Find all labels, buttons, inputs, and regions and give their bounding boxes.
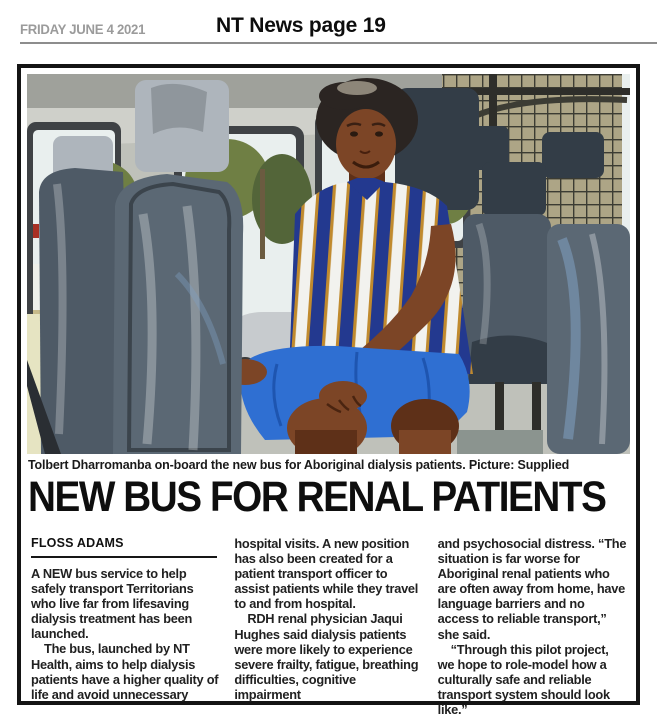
article-clipping bbox=[17, 64, 640, 718]
article-body bbox=[31, 536, 628, 717]
eye bbox=[375, 131, 383, 136]
article-paragraph: hospital visits. A new position has also been created for a patient transport officer to assist patients while they travel to and from hospital. bbox=[234, 536, 419, 612]
headrest bbox=[482, 162, 546, 216]
headrest bbox=[542, 132, 604, 178]
headrest-plastic-fold bbox=[151, 84, 207, 134]
article-paragraph: A NEW bus service to help safely transport Territorians who live far from lifesaving dialysis treatment has been launched. bbox=[31, 566, 194, 642]
far-right-seat bbox=[547, 224, 630, 454]
byline: FLOSS ADAMS bbox=[31, 536, 217, 558]
article-photo bbox=[27, 74, 630, 454]
lower-leg bbox=[399, 430, 451, 454]
photo-caption: Tolbert Dharromanba on-board the new bus for Aboriginal dialysis patients. Picture: Supplied bbox=[28, 458, 570, 472]
masthead-rule bbox=[20, 42, 657, 44]
article-column-2 bbox=[234, 536, 424, 717]
article-paragraph: “Through this pilot project, we hope to role-model how a culturally safe and reliable transport system should look like.” bbox=[437, 641, 610, 718]
bus-interior-illustration bbox=[27, 74, 630, 454]
eye bbox=[350, 131, 358, 136]
article-column-1 bbox=[31, 536, 221, 717]
lower-leg bbox=[295, 430, 357, 454]
page-title: NT News page 19 bbox=[216, 14, 386, 37]
floor bbox=[457, 430, 543, 454]
red-detail bbox=[33, 224, 39, 238]
article-column-3 bbox=[438, 536, 628, 717]
tree-trunk bbox=[260, 169, 265, 259]
article-paragraph: RDH renal physician Jaqui Hughes said dialysis patients were more likely to experience severe frailty, fatigue, breathing difficulties, cognitive impairment bbox=[234, 611, 419, 702]
article-headline: NEW BUS FOR RENAL PATIENTS bbox=[28, 473, 606, 521]
masthead bbox=[20, 16, 657, 42]
masthead-date: FRIDAY JUNE 4 2021 bbox=[20, 21, 146, 37]
grey-hair-streak bbox=[337, 81, 377, 95]
article-paragraph: The bus, launched by NT Health, aims to help dialysis patients have a higher quality of life and avoid unnecessary bbox=[31, 641, 219, 702]
article-paragraph: and psychosocial distress. “The situation is far worse for Aboriginal renal patients who are often away from home, have language barriers and no access to reliable transport,” she said. bbox=[437, 536, 627, 642]
